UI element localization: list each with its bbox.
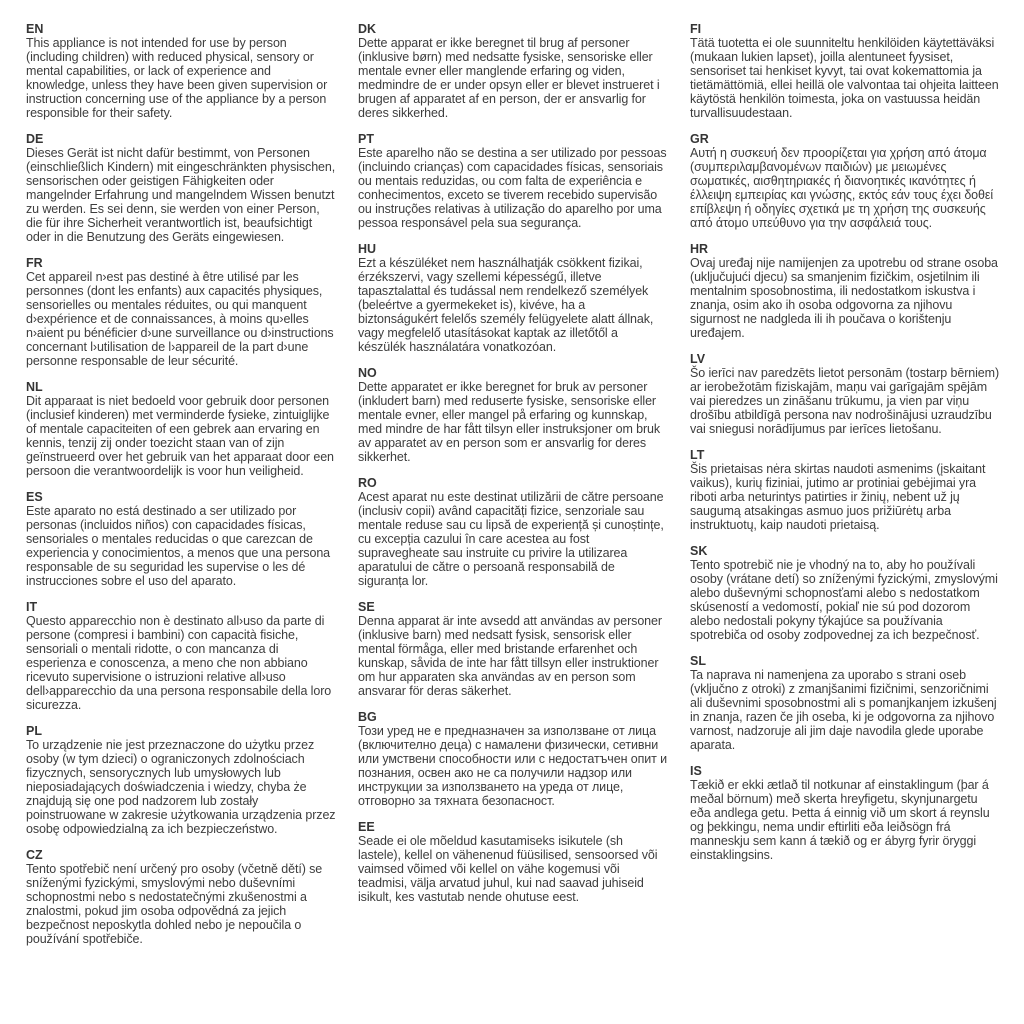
language-section-is [690,764,1000,862]
language-code-lv: LV [690,352,706,366]
language-text-ee: Seade ei ole mõeldud kasutamiseks isikutele (sh lastele), kellel on vähenenud füüsilised, sensoorsed või vaimsed võimed või kellel on vähe kogemusi või teadmisi, välja arvatud juhul, kui nad saavad juhiseid isikult, kes vastutab nende ohutuse eest. [358,834,658,904]
language-section-it [26,600,336,712]
language-code-sl: SL [690,654,706,668]
language-text-nl: Dit apparaat is niet bedoeld voor gebruik door personen (inclusief kinderen) met verminderde fysieke, zintuiglijke of mentale capaciteiten of een gebrek aan ervaring en kennis, tenzij zij onder toezicht staan van of zijn geïnstrueerd over het gebruik van het apparaat door een persoon die verantwoordelijk is voor hun veiligheid. [26,394,334,478]
column-3 [690,22,1000,1014]
column-2 [358,22,668,1014]
language-text-en: This appliance is not intended for use by person (including children) with reduced physical, sensory or mental capabilities, or lack of experience and knowledge, unless they have been given supervision or instruction concerning use of the appliance by a person responsible for their safety. [26,36,328,120]
language-text-fr: Cet appareil n›est pas destiné à être utilisé par les personnes (dont les enfants) aux capacités physiques, sensorielles ou mentales réduites, ou qui manquent d›expérience et de connaissances, à moins qu›elles n›aient pu bénéficier d›une surveillance ou d›instructions concernant l›utilisation de l›appareil de la part d›une personne responsable de leur sécurité. [26,270,334,368]
language-section-se [358,600,668,698]
language-section-dk [358,22,668,120]
language-code-pt: PT [358,132,374,146]
language-text-es: Este aparato no está destinado a ser utilizado por personas (incluidos niños) con capacidades físicas, sensoriales o mentales reducidas o que carezcan de experiencia y conocimientos, a menos que una persona responsable de su seguridad les supervise o les dé instrucciones sobre el uso del aparato. [26,504,331,588]
language-text-sk: Tento spotrebič nie je vhodný na to, aby ho používali osoby (vrátane detí) so zníženými fyzickými, zmyslovými alebo duševnými schopnosťami alebo s nedostatkom skúseností a vedomostí, pokiaľ nie sú pod dozorom alebo nedostali pokyny týkajúce sa používania spotrebiča od osoby zodpovednej za ich bezpečnosť. [690,558,998,642]
language-text-se: Denna apparat är inte avsedd att användas av personer (inklusive barn) med nedsatt fysisk, sensorisk eller mental förmåga, eller med bristande erfarenhet och kunskap, såvida de inte har fått tillsyn eller instruktioner om hur apparaten ska användas av en person som ansvarar för deras säkerhet. [358,614,662,698]
language-text-cz: Tento spotřebič není určený pro osoby (včetně dětí) se sníženými fyzickými, smyslovými nebo duševními schopnostmi nebo s nedostatečnými zkušenostmi a znalostmi, pokud jim osoba odpovědná za jejich bezpečnost neposkytla dohled nebo je nepoučila o používání spotřebiče. [26,862,323,946]
language-text-hu: Ezt a készüléket nem használhatják csökkent fizikai, érzékszervi, vagy szellemi képességű, illetve tapasztalattal és tudással nem rendelkező személyek (beleértve a gyermekeket is), kivéve, ha a biztonságukért felelős személy felügyelete alatt állnak, vagy megfelelő utasításokat kaptak az illetőtől a készülék használatára vonatkozóan. [358,256,654,354]
language-code-fi: FI [690,22,702,36]
language-code-lt: LT [690,448,705,462]
language-code-fr: FR [26,256,43,270]
language-code-nl: NL [26,380,43,394]
language-section-sl [690,654,1000,752]
language-section-sk [690,544,1000,642]
language-text-it: Questo apparecchio non è destinato all›uso da parte di persone (compresi i bambini) con capacità fisiche, sensoriali o mentali ridotte, o con mancanza di esperienza e conoscenza, a meno che non abbiano ricevuto supervisione o istruzioni relative all›uso dell›apparecchio da una persona responsabile della loro sicurezza. [26,614,332,712]
language-text-no: Dette apparatet er ikke beregnet for bruk av personer (inkludert barn) med reduserte fysiske, sensoriske eller mentale evner, eller mangel på erfaring og kunnskap, med mindre de har fått tilsyn eller instruksjoner om bruk av apparatet av en person som er ansvarlig for deres sikkerhet. [358,380,661,464]
language-section-lt [690,448,1000,532]
language-section-cz [26,848,336,946]
language-code-cz: CZ [26,848,43,862]
language-section-bg [358,710,668,808]
language-text-ro: Acest aparat nu este destinat utilizării de către persoane (inclusiv copii) având capacități fizice, senzoriale sau mentale reduse sau cu lipsă de experiență și cunoștințe, cu excepția cazului în care acestea au fost supravegheate sau instruite cu privire la utilizarea aparatului de către o persoană responsabilă de siguranța lor. [358,490,664,588]
language-code-sk: SK [690,544,708,558]
language-text-bg: Този уред не е предназначен за използване от лица (включително деца) с намалени физически, сетивни или умствени способности или с недостатъчен опит и познания, освен ако не са получили надзор или инструкции за използването на уреда от лице, отговорно за тяхната безопасност. [358,724,668,808]
language-section-no [358,366,668,464]
language-section-pl [26,724,336,836]
language-section-nl [26,380,336,478]
language-code-gr: GR [690,132,709,146]
language-code-de: DE [26,132,44,146]
language-text-hr: Ovaj uređaj nije namijenjen za upotrebu od strane osoba (uključujući djecu) sa smanjenim fizičkim, osjetilnim ili mentalnim sposobnostima, ili nedostatkom iskustva i znanja, osim ako ih osoba odgovorna za njihovu sigurnost ne nadgleda ili ih poučava o korištenju uređajem. [690,256,998,340]
language-code-is: IS [690,764,702,778]
language-section-hr [690,242,1000,340]
language-text-pl: To urządzenie nie jest przeznaczone do użytku przez osoby (w tym dzieci) o ograniczonych zdolnościach fizycznych, sensorycznych lub umysłowych lub nieposiadających doświadczenia i wiedzy, chyba że znajdują się one pod nadzorem lub zostały poinstruowane w zakresie użytkowania urządzenia przez osobę odpowiedzialną za ich bezpieczeństwo. [26,738,336,836]
language-code-en: EN [26,22,44,36]
language-section-fi [690,22,1000,120]
language-section-es [26,490,336,588]
language-section-fr [26,256,336,368]
column-1 [26,22,336,1014]
language-section-ro [358,476,668,588]
language-text-dk: Dette apparat er ikke beregnet til brug af personer (inklusive børn) med nedsatte fysiske, sensoriske eller mentale evner eller manglende erfaring og viden, medmindre de er under opsyn eller er blevet instrueret i brugen af apparatet af en person, der er ansvarlig for deres sikkerhed. [358,36,660,120]
language-code-se: SE [358,600,375,614]
language-code-ro: RO [358,476,377,490]
language-section-pt [358,132,668,230]
language-section-hu [358,242,668,354]
language-code-it: IT [26,600,38,614]
language-code-hr: HR [690,242,709,256]
language-text-sl: Ta naprava ni namenjena za uporabo s strani oseb (vključno z otroki) z zmanjšanimi fizičnimi, senzoričnimi ali duševnimi sposobnostmi ali s pomanjkanjem izkušenj in znanja, razen če jih oseba, ki je odgovorna za njihovo varnost, nadzoruje ali jim daje navodila glede uporabe aparata. [690,668,997,752]
language-text-de: Dieses Gerät ist nicht dafür bestimmt, von Personen (einschließlich Kindern) mit eingeschränkten physischen, sensorischen oder geistigen Fähigkeiten oder mangelnder Erfahrung und mangelndem Wissen benutzt zu werden. Es sei denn, sie werden von einer Person, die für ihre Sicherheit verantwortlich ist, beaufsichtigt oder in die Benutzung des Geräts eingewiesen. [26,146,336,244]
language-text-lv: Šo ierīci nav paredzēts lietot personām (tostarp bērniem) ar ierobežotām fiziskajām, maņu vai garīgajām spējām vai pieredzes un zināšanu trūkumu, ja vien par viņu drošību atbildīgā persona nav nodrošinājusi uzraudzību vai sniegusi norādījumus par ierīces lietošanu. [690,366,1000,436]
language-section-lv [690,352,1000,436]
language-text-pt: Este aparelho não se destina a ser utilizado por pessoas (incluindo crianças) com capacidades físicas, sensoriais ou mentais reduzidas, ou com falta de experiência e conhecimentos, exceto se tiverem recebido supervisão ou instruções relativas à utilização do aparelho por uma pessoa responsável pela sua segurança. [358,146,667,230]
language-text-fi: Tätä tuotetta ei ole suunniteltu henkilöiden käytettäväksi (mukaan lukien lapset), joilla alentuneet fyysiset, sensoriset tai henkiset kyvyt, tai ovat kokemattomia ja tietämättömiä, ellei heillä ole valvontaa tai ohjeita laitteen käytöstä henkilön toimesta, joka on vastuussa heidän turvallisuudestaan. [690,36,999,120]
language-text-lt: Šis prietaisas nėra skirtas naudoti asmenims (įskaitant vaikus), kurių fiziniai, jutimo ar protiniai gebėjimai yra riboti arba neturintys patirties ir žinių, nebent už jų saugumą atsakingas asmuo juos prižiūrėtų arba instruktuotų, kaip naudoti prietaisą. [690,462,986,532]
language-code-ee: EE [358,820,375,834]
language-code-dk: DK [358,22,377,36]
language-code-hu: HU [358,242,377,256]
language-code-es: ES [26,490,43,504]
language-text-gr: Αυτή η συσκευή δεν προορίζεται για χρήση από άτομα (συμπεριλαμβανομένων παιδιών) με μειωμένες σωματικές, αισθητηριακές ή διανοητικές ικανότητες ή έλλειψη εμπειρίας και γνώσης, εκτός εάν τους έχει δοθεί επίβλεψη ή οδηγίες σχετικά με τη χρήση της συσκευής από άτομο υπεύθυνο για την ασφάλειά τους. [690,146,994,230]
language-code-no: NO [358,366,377,380]
language-section-de [26,132,336,244]
language-section-gr [690,132,1000,230]
language-text-is: Tækið er ekki ætlað til notkunar af einstaklingum (þar á meðal börnum) með skerta hreyfigetu, skynjunargetu eða andlega getu. Þetta á einnig við um skort á reynslu og þekkingu, nema undir eftirliti eða leiðsögn frá manneskju sem kann á tækið og er ábyrg fyrir öryggi einstaklingsins. [690,778,990,862]
language-code-bg: BG [358,710,377,724]
language-section-en [26,22,336,120]
language-section-ee [358,820,668,904]
language-code-pl: PL [26,724,42,738]
